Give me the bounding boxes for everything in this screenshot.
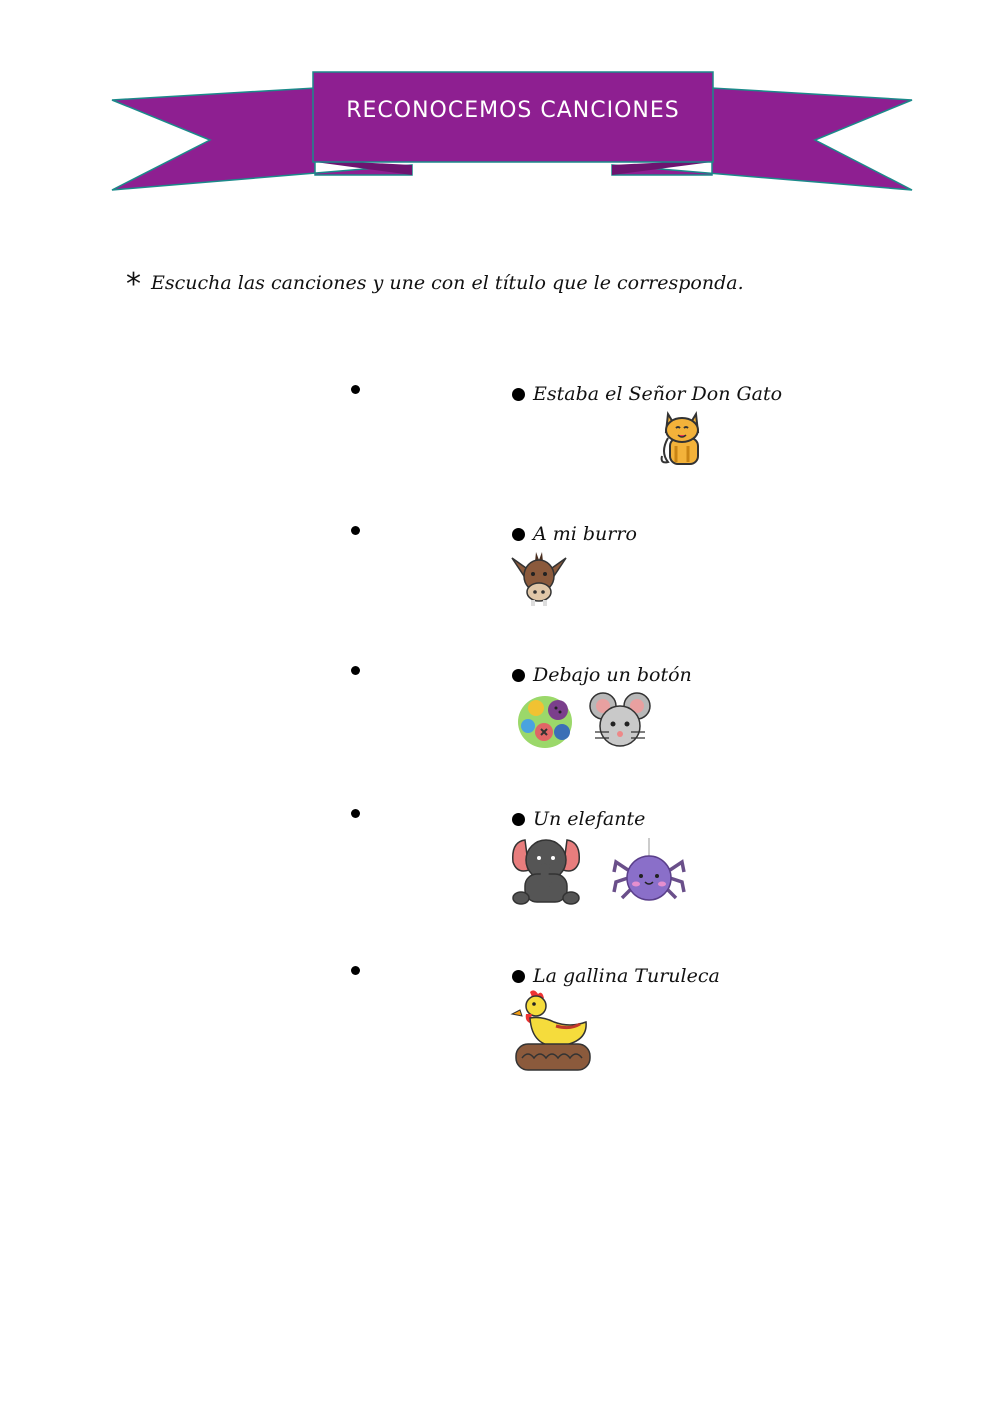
elephant-icon [511,834,581,906]
match-dot-1[interactable] [351,385,360,394]
mouse-icon [589,690,651,750]
match-dot-2[interactable] [351,526,360,535]
match-dot-3[interactable] [351,666,360,675]
buttons-icon [516,694,574,750]
instruction [126,266,744,300]
song-title: Debajo un botón [533,664,692,686]
asterisk-marker: * [126,267,141,302]
song-bullet[interactable] [512,813,525,826]
cat-icon [656,408,708,466]
song-bullet[interactable] [512,970,525,983]
song-title: A mi burro [533,523,637,545]
match-dot-5[interactable] [351,966,360,975]
song-item[interactable] [512,664,692,686]
song-bullet[interactable] [512,528,525,541]
song-title: Estaba el Señor Don Gato [533,383,783,405]
hen-icon [510,988,594,1074]
song-title: La gallina Turuleca [533,965,720,987]
match-dot-4[interactable] [351,809,360,818]
song-item[interactable] [512,383,782,405]
spider-icon [612,838,686,904]
song-item[interactable] [512,808,645,830]
song-item[interactable] [512,965,720,987]
donkey-icon [510,548,568,608]
song-bullet[interactable] [512,669,525,682]
song-bullet[interactable] [512,388,525,401]
instruction-text: Escucha las canciones y une con el título que le corresponda. [151,272,744,294]
page-title: RECONOCEMOS CANCIONES [346,98,680,123]
song-title: Un elefante [533,808,646,830]
song-item[interactable] [512,523,637,545]
